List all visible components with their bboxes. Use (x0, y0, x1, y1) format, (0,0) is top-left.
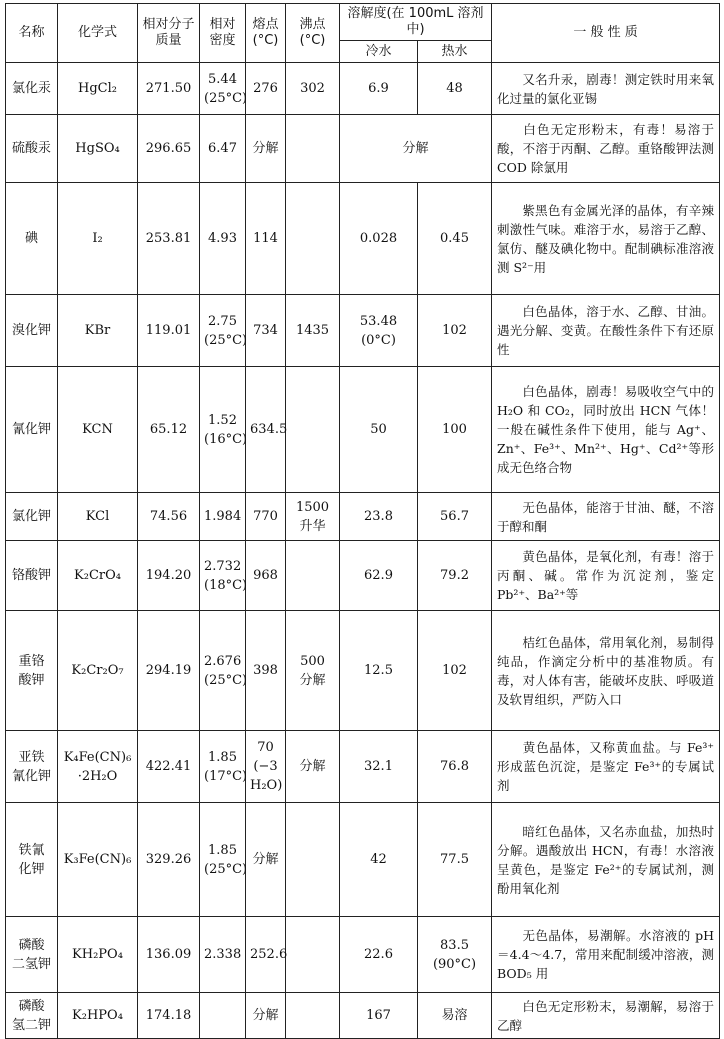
cell-hot-water-text: 83.5 (90°C) (432, 937, 477, 972)
cell-general-properties (492, 493, 720, 541)
cell-density-text: 2.75 (25°C) (204, 313, 248, 348)
cell-melting-point-text: 276 (253, 81, 278, 96)
cell-hot-water (418, 295, 492, 367)
cell-formula-text: I₂ (92, 231, 103, 246)
cell-formula-text: K₂HPO₄ (72, 1008, 123, 1023)
cell-melting-point (246, 183, 286, 295)
cell-name-text: 铬酸钾 (11, 568, 51, 583)
cell-formula (58, 803, 138, 917)
cell-formula-text: HgCl₂ (78, 81, 117, 96)
cell-molar-mass (138, 63, 200, 115)
cell-formula-text: K₂Cr₂O₇ (71, 663, 124, 678)
cell-density (200, 917, 246, 993)
cell-name-text: 氯化钾 (11, 509, 51, 524)
cell-molar-mass-text: 271.50 (145, 81, 192, 96)
cell-hot-water (418, 541, 492, 611)
table-row (6, 993, 720, 1039)
cell-density (200, 183, 246, 295)
cell-name (6, 183, 58, 295)
cell-cold-water (340, 63, 418, 115)
cell-cold-water-text: 53.48 (0°C) (359, 313, 398, 348)
cell-hot-water (418, 993, 492, 1039)
cell-general-properties (492, 367, 720, 493)
cell-formula (58, 917, 138, 993)
cell-name (6, 993, 58, 1039)
cell-molar-mass (138, 731, 200, 803)
cell-general-properties-text: 无色晶体，能溶于甘油、醚，不溶于醇和酮 (497, 499, 715, 534)
cell-density-text: 1.52 (16°C) (204, 412, 248, 447)
cell-formula (58, 731, 138, 803)
cell-melting-point-text: 分解 (252, 1008, 279, 1023)
cell-molar-mass-text: 119.01 (145, 323, 192, 338)
cell-molar-mass (138, 493, 200, 541)
cell-density (200, 115, 246, 183)
cell-formula-text: K₃Fe(CN)₆ (63, 852, 132, 867)
cell-cold-water (340, 541, 418, 611)
cell-hot-water-text: 79.2 (440, 568, 469, 583)
cell-density-text: 6.47 (208, 141, 237, 156)
cell-density-text: 5.44 (25°C) (204, 71, 248, 106)
cell-general-properties-text: 白色无定形粉末，有毒！易溶于酸，不溶于丙酮、乙醇。重铬酸钾法测 COD 除氯用 (497, 122, 715, 175)
cell-melting-point-text: 分解 (252, 852, 279, 867)
cell-molar-mass-text: 74.56 (149, 509, 188, 524)
cell-molar-mass (138, 803, 200, 917)
cell-general-properties-text: 黄色晶体，是氧化剂，有毒！溶于丙酮、碱。常作为沉淀剂，鉴定 Pb²⁺、Ba²⁺等 (497, 549, 715, 602)
table-row (6, 611, 720, 731)
cell-hot-water (418, 731, 492, 803)
cell-density (200, 63, 246, 115)
cell-density (200, 731, 246, 803)
cell-formula (58, 993, 138, 1039)
cell-general-properties-text: 桔红色晶体，常用氧化剂，易制得纯品，作滴定分析中的基准物质。有毒，对人体有害，能破坏皮肤、呼吸道及软胃组织，严防入口 (497, 634, 715, 707)
cell-cold-water (340, 803, 418, 917)
header-general-properties: 一 般 性 质 (492, 4, 720, 63)
cell-general-properties (492, 611, 720, 731)
cell-cold-water-text: 0.028 (359, 231, 398, 246)
cell-molar-mass-text: 253.81 (145, 231, 192, 246)
cell-boiling-point (286, 367, 340, 493)
cell-general-properties (492, 917, 720, 993)
cell-density-text: 2.732 (18°C) (204, 558, 248, 593)
cell-name (6, 611, 58, 731)
cell-hot-water (418, 183, 492, 295)
cell-melting-point (246, 63, 286, 115)
cell-density (200, 803, 246, 917)
cell-formula-text: K₄Fe(CN)₆ ·2H₂O (63, 749, 132, 784)
table-body (6, 63, 720, 1039)
cell-melting-point-text: 114 (253, 231, 278, 246)
cell-formula (58, 115, 138, 183)
cell-melting-point-text: 398 (253, 663, 278, 678)
cell-boiling-point (286, 115, 340, 183)
table-header (6, 4, 720, 63)
cell-hot-water-text: 56.7 (440, 509, 469, 524)
cell-general-properties-text: 白色晶体，溶于水、乙醇、甘油。遇光分解、变黄。在酸性条件下有还原性 (497, 304, 715, 357)
cell-formula-text: HgSO₄ (75, 141, 120, 156)
cell-name-text: 氰化钾 (11, 422, 51, 437)
cell-cold-water-text: 分解 (402, 141, 429, 156)
cell-boiling-point-text: 1500 升华 (295, 499, 330, 534)
cell-formula (58, 611, 138, 731)
cell-density-text: 2.676 (25°C) (204, 653, 248, 688)
table-row (6, 731, 720, 803)
cell-boiling-point (286, 63, 340, 115)
cell-cold-water-text: 42 (370, 852, 387, 867)
cell-molar-mass-text: 294.19 (145, 663, 192, 678)
header-name: 名称 (6, 4, 58, 63)
table-row (6, 367, 720, 493)
header-hot-water: 热水 (418, 41, 492, 63)
cell-hot-water (418, 493, 492, 541)
cell-formula (58, 63, 138, 115)
cell-hot-water (418, 611, 492, 731)
cell-general-properties-text: 黄色晶体，又称黄血盐。与 Fe³⁺形成蓝色沉淀，是鉴定 Fe³⁺的专属试剂 (497, 740, 715, 793)
cell-hot-water (418, 803, 492, 917)
cell-cold-water-text: 62.9 (364, 568, 393, 583)
cell-boiling-point (286, 493, 340, 541)
cell-cold-water-text: 12.5 (364, 663, 393, 678)
cell-name (6, 803, 58, 917)
header-formula: 化学式 (58, 4, 138, 63)
cell-name (6, 115, 58, 183)
cell-hot-water (418, 367, 492, 493)
cell-name-text: 铁氰 化钾 (18, 842, 45, 877)
cell-formula (58, 541, 138, 611)
header-solubility: 溶解度(在 100mL 溶剂中) (340, 4, 492, 41)
cell-general-properties-text: 无色晶体，易潮解。水溶液的 pH＝4.4～4.7，常用来配制缓冲溶液，测 BOD₅ 用 (497, 928, 715, 981)
table-row (6, 541, 720, 611)
cell-molar-mass (138, 367, 200, 493)
cell-formula-text: KBr (84, 323, 111, 338)
cell-hot-water-text: 76.8 (440, 759, 469, 774)
cell-cold-water-text: 22.6 (364, 947, 393, 962)
cell-name-text: 硫酸汞 (11, 141, 51, 156)
cell-general-properties-text: 白色晶体，剧毒！易吸收空气中的 H₂O 和 CO₂，同时放出 HCN 气体！一般在碱性条件下使用，能与 Ag⁺、Zn⁺、Fe³⁺、Mn²⁺、Hg⁺、Cd²⁺等形成无色络合物 (497, 384, 715, 475)
cell-molar-mass (138, 115, 200, 183)
cell-cold-water (340, 611, 418, 731)
cell-melting-point (246, 115, 286, 183)
cell-molar-mass-text: 136.09 (145, 947, 192, 962)
cell-hot-water-text: 48 (446, 81, 463, 96)
cell-melting-point (246, 917, 286, 993)
cell-density (200, 611, 246, 731)
cell-name-text: 氯化汞 (11, 81, 51, 96)
cell-formula-text: K₂CrO₄ (74, 568, 121, 583)
cell-name (6, 295, 58, 367)
cell-general-properties (492, 63, 720, 115)
cell-density-text: 1.984 (204, 509, 242, 524)
header-cold-water: 冷水 (340, 41, 418, 63)
cell-cold-water (340, 295, 418, 367)
cell-cold-water-text: 32.1 (364, 759, 393, 774)
cell-name-text: 碘 (24, 231, 38, 246)
cell-molar-mass (138, 183, 200, 295)
table-row (6, 803, 720, 917)
cell-melting-point (246, 611, 286, 731)
cell-density (200, 541, 246, 611)
cell-general-properties (492, 115, 720, 183)
cell-melting-point-text: 770 (253, 509, 278, 524)
cell-general-properties-text: 又名升汞，剧毒！测定铁时用来氧化过量的氯化亚锡 (497, 71, 715, 106)
cell-density-text: 2.338 (204, 947, 242, 962)
table-row (6, 63, 720, 115)
cell-cold-water (340, 367, 418, 493)
cell-formula (58, 295, 138, 367)
cell-melting-point (246, 367, 286, 493)
cell-cold-water (340, 493, 418, 541)
cell-melting-point-text: 634.5 (250, 422, 288, 437)
table-row (6, 295, 720, 367)
cell-boiling-point (286, 731, 340, 803)
cell-molar-mass (138, 295, 200, 367)
cell-formula-text: KCl (85, 509, 110, 524)
cell-general-properties (492, 731, 720, 803)
cell-name (6, 541, 58, 611)
cell-density (200, 367, 246, 493)
cell-molar-mass (138, 917, 200, 993)
cell-hot-water-text: 102 (442, 323, 467, 338)
header-melting-point: 熔点(°C) (246, 4, 286, 63)
cell-general-properties (492, 803, 720, 917)
cell-boiling-point-text: 500 分解 (299, 653, 326, 688)
cell-molar-mass-text: 194.20 (145, 568, 192, 583)
cell-hot-water-text: 77.5 (440, 852, 469, 867)
cell-hot-water-text: 100 (442, 422, 467, 437)
cell-melting-point-text: 分解 (252, 141, 279, 156)
cell-general-properties (492, 183, 720, 295)
cell-molar-mass (138, 993, 200, 1039)
cell-cold-water (340, 993, 418, 1039)
cell-formula-text: KH₂PO₄ (72, 947, 123, 962)
cell-cold-water-text: 23.8 (364, 509, 393, 524)
cell-hot-water (418, 917, 492, 993)
cell-boiling-point (286, 917, 340, 993)
cell-molar-mass-text: 329.26 (145, 852, 192, 867)
header-boiling-point: 沸点(°C) (286, 4, 340, 63)
cell-cold-water (340, 115, 492, 183)
cell-hot-water-text: 102 (442, 663, 467, 678)
cell-boiling-point (286, 295, 340, 367)
cell-boiling-point (286, 993, 340, 1039)
table-row (6, 115, 720, 183)
properties-table (5, 3, 720, 1039)
cell-melting-point-text: 734 (253, 323, 278, 338)
page (5, 3, 719, 1039)
cell-formula (58, 183, 138, 295)
cell-formula (58, 367, 138, 493)
cell-formula (58, 493, 138, 541)
header-density: 相对密度 (200, 4, 246, 63)
header-molar-mass: 相对分子质量 (138, 4, 200, 63)
cell-name-text: 磷酸 氢二钾 (11, 998, 51, 1033)
cell-melting-point-text: 70 (−3 H₂O) (250, 740, 283, 793)
cell-general-properties (492, 295, 720, 367)
cell-melting-point (246, 993, 286, 1039)
cell-name-text: 溴化钾 (11, 323, 51, 338)
cell-cold-water (340, 917, 418, 993)
cell-name (6, 731, 58, 803)
table-row (6, 183, 720, 295)
cell-molar-mass-text: 65.12 (149, 422, 188, 437)
table-row (6, 493, 720, 541)
cell-molar-mass-text: 296.65 (145, 141, 192, 156)
cell-cold-water-text: 50 (370, 422, 387, 437)
cell-hot-water-text: 易溶 (441, 1008, 468, 1023)
cell-molar-mass (138, 611, 200, 731)
cell-formula-text: KCN (82, 422, 113, 437)
cell-density-text: 4.93 (208, 231, 237, 246)
cell-molar-mass-text: 174.18 (145, 1008, 192, 1023)
cell-boiling-point (286, 803, 340, 917)
cell-general-properties (492, 993, 720, 1039)
cell-density (200, 993, 246, 1039)
cell-melting-point (246, 541, 286, 611)
cell-molar-mass-text: 422.41 (145, 759, 192, 774)
cell-general-properties-text: 紫黑色有金属光泽的晶体，有辛辣刺激性气味。难溶于水，易溶于乙醇、氯仿、醚及碘化物中。配制碘标准溶液测 S²⁻用 (497, 202, 715, 275)
cell-hot-water-text: 0.45 (440, 231, 469, 246)
cell-general-properties-text: 白色无定形粉末，易潮解，易溶于乙醇 (497, 998, 715, 1033)
cell-density-text: 1.85 (25°C) (204, 842, 248, 877)
cell-hot-water (418, 63, 492, 115)
cell-boiling-point-text: 1435 (295, 323, 330, 338)
cell-cold-water-text: 6.9 (368, 81, 389, 96)
cell-melting-point-text: 968 (253, 568, 278, 583)
cell-name-text: 重铬 酸钾 (18, 653, 45, 688)
cell-general-properties-text: 暗红色晶体，又名赤血盐，加热时分解。遇酸放出 HCN，有毒！水溶液呈黄色，是鉴定 Fe²⁺的专属试剂，测酚用氧化剂 (497, 823, 715, 896)
cell-cold-water (340, 183, 418, 295)
cell-cold-water (340, 731, 418, 803)
cell-melting-point (246, 493, 286, 541)
cell-name-text: 亚铁 氰化钾 (11, 749, 51, 784)
cell-boiling-point-text: 302 (300, 81, 325, 96)
cell-boiling-point (286, 541, 340, 611)
cell-boiling-point-text: 分解 (299, 759, 326, 774)
cell-name (6, 63, 58, 115)
cell-name-text: 磷酸 二氢钾 (11, 937, 51, 972)
cell-molar-mass (138, 541, 200, 611)
cell-name (6, 917, 58, 993)
cell-cold-water-text: 167 (366, 1008, 391, 1023)
cell-boiling-point (286, 183, 340, 295)
cell-name (6, 493, 58, 541)
cell-density (200, 295, 246, 367)
cell-boiling-point (286, 611, 340, 731)
cell-melting-point (246, 295, 286, 367)
cell-melting-point-text: 252.6 (250, 947, 288, 962)
table-row (6, 917, 720, 993)
cell-melting-point (246, 803, 286, 917)
cell-melting-point (246, 731, 286, 803)
cell-name (6, 367, 58, 493)
cell-general-properties (492, 541, 720, 611)
cell-density (200, 493, 246, 541)
cell-density-text: 1.85 (17°C) (204, 749, 248, 784)
